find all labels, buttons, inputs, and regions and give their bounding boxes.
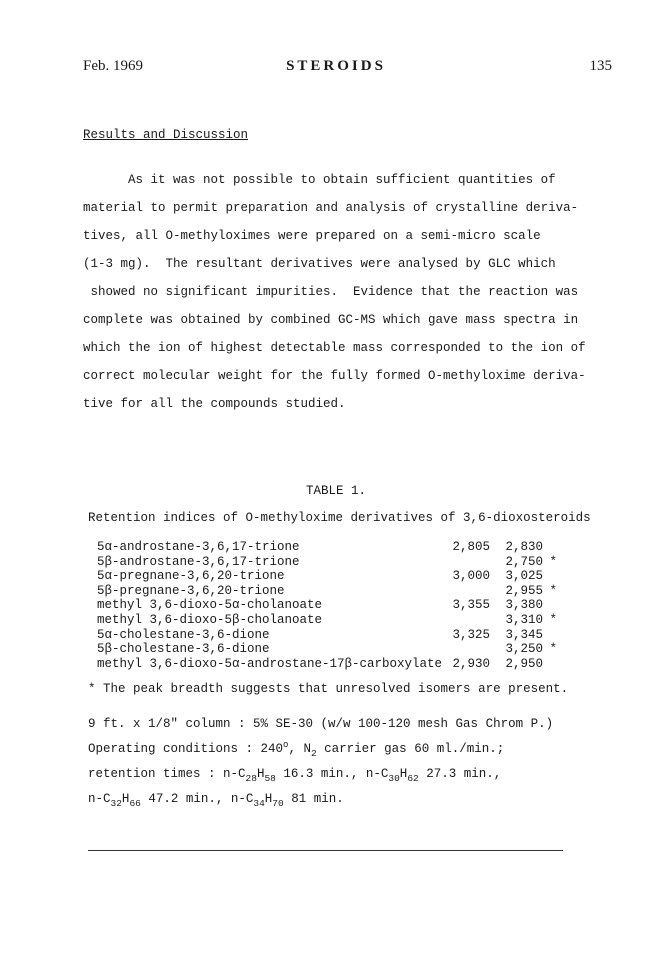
isomer-mark: * xyxy=(549,642,557,657)
section-title: Results and Discussion xyxy=(83,128,249,142)
table-row xyxy=(97,584,557,599)
retention-index-1: 3,355 xyxy=(452,598,490,613)
retention-times-line-2: $n-C_{32}H_{66}$ 47.2 min., $n-C_{34}H_{70}$ 81 min. xyxy=(88,792,344,809)
compound-name: 5β-cholestane-3,6-dione xyxy=(97,642,270,657)
retention-table xyxy=(97,540,557,671)
column-spec: 9 ft. x 1/8" column : 5% SE-30 (w/w 100-120 mesh Gas Chrom P.) xyxy=(88,717,554,731)
retention-index-2: 3,025 xyxy=(505,569,543,584)
header-date: Feb. 1969 xyxy=(83,58,143,74)
retention-index-1: 2,930 xyxy=(452,656,490,671)
retention-index-2: 3,345 xyxy=(505,627,543,642)
page-number: 135 xyxy=(589,58,612,74)
paragraph-line: which the ion of highest detectable mass corresponded to the ion of xyxy=(83,341,586,355)
table-row xyxy=(97,598,557,613)
compound-name: methyl 3,6-dioxo-5α-androstane-17β-carboxylate xyxy=(97,656,443,671)
isomer-mark: * xyxy=(549,583,557,598)
retention-index-2: 2,950 xyxy=(505,656,543,671)
operating-conditions: Operating conditions : 240$^o$, $N_2$ carrier gas 60 ml./min.; xyxy=(88,740,505,759)
table-row xyxy=(97,569,557,584)
table-caption: Retention indices of O-methyloxime derivatives of 3,6-dioxosteroids xyxy=(88,511,591,525)
compound-name: methyl 3,6-dioxo-5β-cholanoate xyxy=(97,612,323,627)
table-row xyxy=(97,540,557,555)
compound-name: 5α-androstane-3,6,17-trione xyxy=(97,540,300,554)
retention-index-1: 2,805 xyxy=(452,540,490,554)
compound-name: 5α-cholestane-3,6-dione xyxy=(97,627,270,642)
paragraph-line: complete was obtained by combined GC-MS which gave mass spectra in xyxy=(83,313,579,327)
paragraph-line: tives, all O-methyloximes were prepared on a semi-micro scale xyxy=(83,229,541,243)
paragraph-line: material to permit preparation and analysis of crystalline deriva- xyxy=(83,201,579,215)
isomer-mark: * xyxy=(549,554,557,569)
table-footnote: * The peak breadth suggests that unresolved isomers are present. xyxy=(88,682,569,696)
paragraph-line: correct molecular weight for the fully formed O-methyloxime deriva- xyxy=(83,369,586,383)
compound-name: 5β-androstane-3,6,17-trione xyxy=(97,554,300,569)
table-row xyxy=(97,642,557,657)
retention-index-2: 2,830 xyxy=(505,540,543,554)
retention-index-2: 2,955 xyxy=(505,583,543,598)
compound-name: 5β-pregnane-3,6,20-trione xyxy=(97,583,285,598)
table-row xyxy=(97,613,557,628)
table-row xyxy=(97,628,557,643)
retention-index-2: 3,380 xyxy=(505,598,543,613)
retention-index-2: 2,750 xyxy=(505,554,543,569)
gc-conditions xyxy=(88,712,553,812)
table-title: TABLE 1. xyxy=(305,484,366,498)
paragraph-line: (1-3 mg). The resultant derivatives were analysed by GLC which xyxy=(83,257,556,271)
compound-name: methyl 3,6-dioxo-5α-cholanoate xyxy=(97,598,323,613)
retention-index-1: 3,325 xyxy=(452,627,490,642)
retention-index-2: 3,310 xyxy=(505,612,543,627)
page-header xyxy=(0,58,672,82)
retention-index-2: 3,250 xyxy=(505,642,543,657)
bottom-rule xyxy=(88,850,563,851)
paragraph-line: showed no significant impurities. Evidence that the reaction was xyxy=(83,285,579,299)
paragraph-line: tive for all the compounds studied. xyxy=(83,397,346,411)
compound-name: 5α-pregnane-3,6,20-trione xyxy=(97,569,285,584)
paragraph-line: As it was not possible to obtain sufficient quantities of xyxy=(83,173,556,187)
table-row xyxy=(97,555,557,570)
journal-name: STEROIDS xyxy=(286,58,386,74)
retention-times-line-1: retention times : $n-C_{28}H_{58}$ 16.3 min., $n-C_{30}H_{62}$ 27.3 min., xyxy=(88,767,502,784)
results-paragraph xyxy=(83,166,586,418)
isomer-mark: * xyxy=(549,612,557,627)
retention-index-1: 3,000 xyxy=(452,569,490,584)
table-row xyxy=(97,657,557,672)
